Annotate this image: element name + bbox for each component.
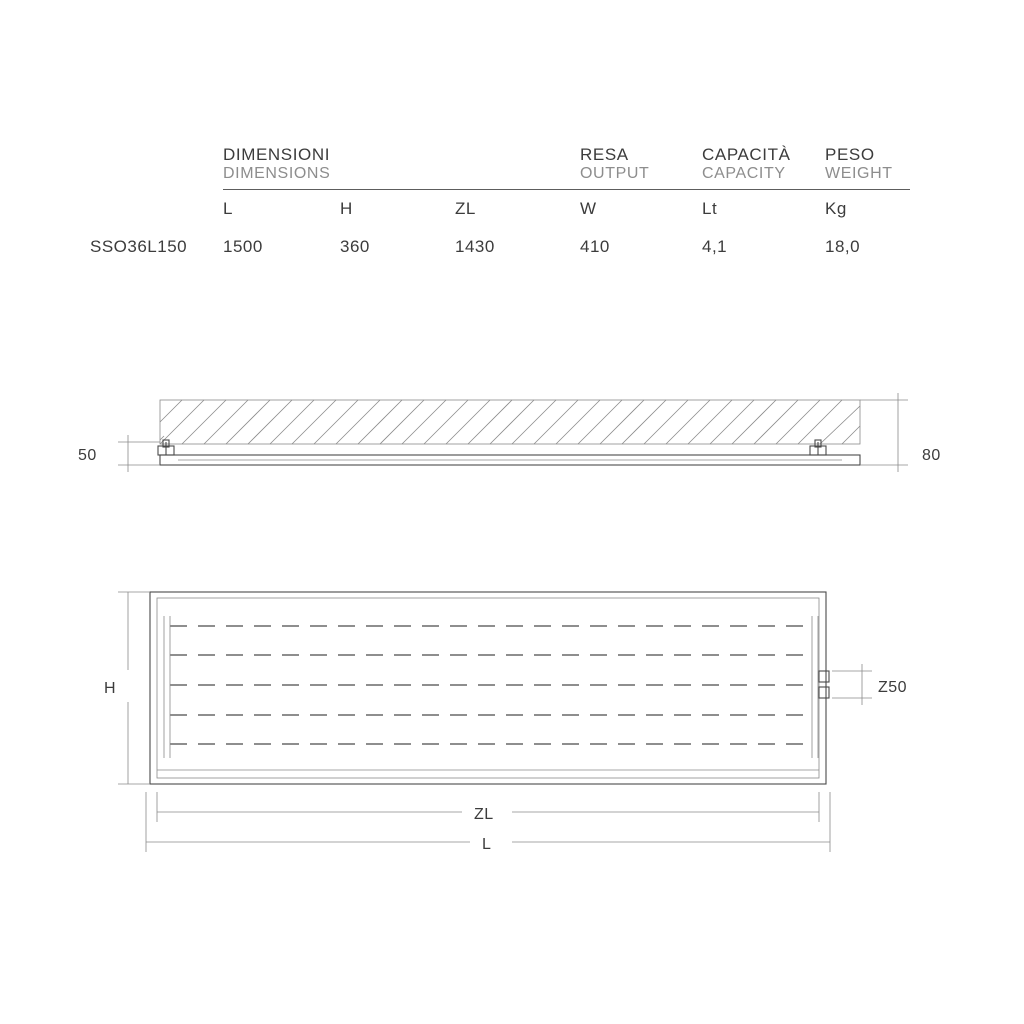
technical-drawings <box>0 330 1024 890</box>
side-view-dimension-left-label: 50 <box>78 447 97 464</box>
column-group-label-en: OUTPUT <box>580 165 650 182</box>
value-length: 1500 <box>223 237 263 256</box>
side-view-dimension-right <box>860 393 941 472</box>
side-view-bracket-right <box>810 440 826 455</box>
specification-table <box>90 145 910 275</box>
unit-header-lt: Lt <box>702 199 718 218</box>
unit-header-kg: Kg <box>825 199 847 218</box>
front-view-inner-frame <box>157 598 819 778</box>
column-group-capacity <box>702 145 791 183</box>
front-view-dimension-height-label: H <box>104 680 117 697</box>
front-view-dimension-zl <box>157 792 819 823</box>
unit-header-w: W <box>580 199 597 218</box>
front-view-bottom-pipe <box>150 770 826 784</box>
front-view-dimension-height <box>104 592 150 784</box>
front-view-dimension-l-label: L <box>482 836 492 853</box>
front-view-tube-rows <box>170 626 812 744</box>
front-view-connections <box>819 671 829 698</box>
column-group-label-en: CAPACITY <box>702 165 786 182</box>
model-code: SSO36L150 <box>90 237 188 256</box>
side-view-body <box>160 400 860 444</box>
column-group-label-en: WEIGHT <box>825 165 893 182</box>
unit-header-zl: ZL <box>455 199 476 218</box>
column-group-label-it: PESO <box>825 145 875 164</box>
front-view-collector-left <box>164 616 170 758</box>
front-view-collector-right <box>812 616 818 758</box>
column-group-label-en: DIMENSIONS <box>223 165 331 182</box>
side-view-dimension-right-label: 80 <box>922 447 941 464</box>
value-capacity: 4,1 <box>702 237 728 256</box>
side-view-panel <box>160 455 860 465</box>
column-group-label-it: RESA <box>580 145 629 164</box>
column-group-dimensions <box>223 145 330 183</box>
column-group-label-it: DIMENSIONI <box>223 145 331 164</box>
front-view-outer-frame <box>150 592 826 784</box>
value-zl: 1430 <box>455 237 495 256</box>
value-weight: 18,0 <box>825 237 861 256</box>
unit-header-l: L <box>223 199 233 218</box>
front-view-dimension-z50 <box>832 664 907 705</box>
front-view-dimension-z50-label: Z50 <box>878 679 908 696</box>
value-height: 360 <box>340 237 370 256</box>
column-group-output <box>580 145 649 183</box>
column-group-label-it: CAPACITÀ <box>702 145 791 164</box>
table-header-divider <box>223 189 910 190</box>
unit-header-h: H <box>340 199 353 218</box>
front-view-dimension-zl-label: ZL <box>474 806 494 823</box>
value-output: 410 <box>580 237 610 256</box>
front-view <box>104 592 907 853</box>
column-group-weight <box>825 145 893 183</box>
side-view-dimension-left <box>78 435 160 472</box>
side-view <box>78 393 941 472</box>
